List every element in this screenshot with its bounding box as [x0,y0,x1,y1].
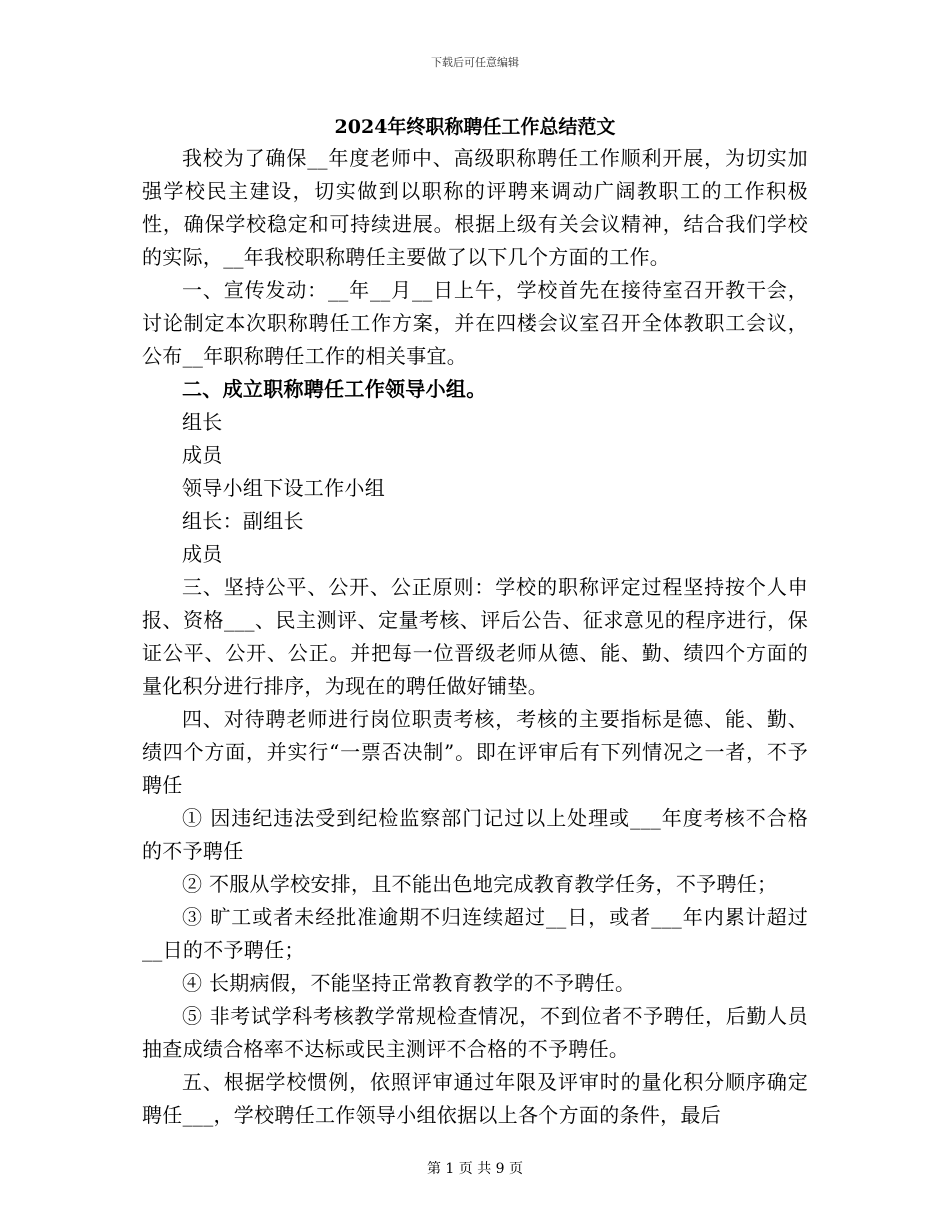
document-title: 2024年终职称聘任工作总结范文 [334,116,616,138]
paragraph-section-5: 五、根据学校惯例，依照评审通过年限及评审时的量化积分顺序确定聘任___，学校聘任工作领导小组依据以上各个方面的条件，最后 [142,1070,808,1127]
paragraph-section-3: 三、坚持公平、公开、公正原则：学校的职称评定过程坚持按个人申报、资格___、民主测评、定量考核、评后公告、征求意见的程序进行，保证公平、公开、公正。并把每一位晋级老师从德、能、勤、绩四个方面的量化积分进行排序，为现在的聘任做好铺垫。 [142,575,808,698]
paragraph-members: 成员 [182,443,223,467]
paragraph-group-members: 成员 [182,542,223,566]
paragraph-leader: 组长 [182,410,223,434]
paragraph-condition-4: ④ 长期病假，不能坚持正常教育教学的不予聘任。 [182,971,636,995]
paragraph-group-leaders: 组长：副组长 [182,509,304,533]
paragraph-condition-2: ② 不服从学校安排，且不能出色地完成教育教学任务，不予聘任； [182,872,778,896]
document-body [142,142,808,1132]
paragraph-section-2-heading: 二、成立职称聘任工作领导小组。 [182,377,487,401]
paragraph-intro: 我校为了确保__年度老师中、高级职称聘任工作顺利开展，为切实加强学校民主建设，切实做到以职称的评聘来调动广阔教职工的工作积极性，确保学校稳定和可持续进展。根据上级有关会议精神，结合我们学校的实际，__年我校职称聘任主要做了以下几个方面的工作。 [142,146,808,269]
paragraph-section-4: 四、对待聘老师进行岗位职责考核，考核的主要指标是德、能、勤、绩四个方面，并实行“一票否决制”。即在评审后有下列情况之一者，不予聘任 [142,707,808,797]
paragraph-condition-1: ① 因违纪违法受到纪检监察部门记过以上处理或___年度考核不合格的不予聘任 [142,806,808,863]
page-footer: 第 1 页 共 9 页 [426,1161,524,1177]
paragraph-condition-5: ⑤ 非考试学科考核教学常规检查情况，不到位者不予聘任，后勤人员抽查成绩合格率不达标或民主测评不合格的不予聘任。 [142,1004,808,1061]
page-header-note: 下载后可任意编辑 [431,56,519,69]
paragraph-working-group: 领导小组下设工作小组 [182,476,385,500]
paragraph-condition-3: ③ 旷工或者未经批准逾期不归连续超过__日，或者___年内累计超过__日的不予聘任； [142,905,808,962]
paragraph-section-1: 一、宣传发动：__年__月__日上午，学校首先在接待室召开教干会，讨论制定本次职称聘任工作方案，并在四楼会议室召开全体教职工会议，公布__年职称聘任工作的相关事宜。 [142,278,808,368]
